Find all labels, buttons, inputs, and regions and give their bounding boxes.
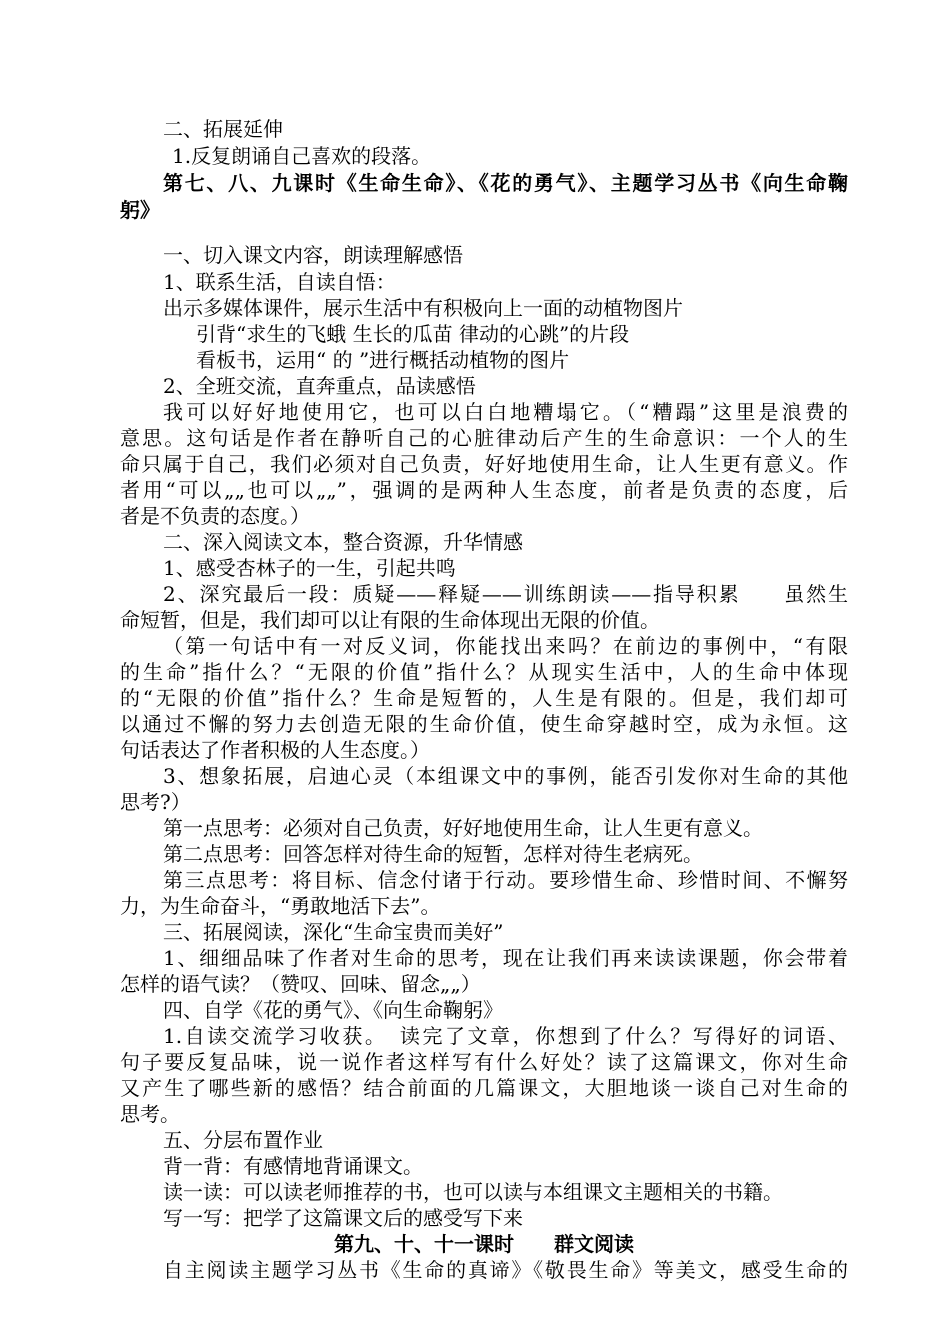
paragraph-line: 自主阅读主题学习丛书《生命的真谛》《敬畏生命》等美文，感受生命的 xyxy=(163,1258,848,1282)
paragraph-line: 者是不负责的态度。） xyxy=(120,504,310,528)
paragraph-line: 读一读：可以读老师推荐的书，也可以读与本组课文主题相关的书籍。 xyxy=(163,1180,783,1204)
paragraph-line: 命只属于自己，我们必须对自己负责，好好地使用生命，让人生更有意义。作 xyxy=(120,452,848,476)
paragraph-line: 第三点思考：将目标、信念付诸于行动。要珍惜生命、珍惜时间、不懈努 xyxy=(163,868,848,892)
paragraph-line: 看板书，运用“ 的 ”进行概括动植物的图片 xyxy=(196,348,570,372)
paragraph-line: 第二点思考：回答怎样对待生命的短暂，怎样对待生老病死。 xyxy=(163,842,703,866)
paragraph-line: 思考?） xyxy=(120,790,191,814)
paragraph-line: 2、深究最后一段：质疑——释疑——训练朗读——指导积累 虽然生 xyxy=(163,582,848,606)
lesson-title: 第九、十、十一课时 群文阅读 xyxy=(334,1232,634,1256)
section-heading: 三、拓展阅读，深化“生命宝贵而美好” xyxy=(163,920,504,944)
paragraph-line: 思考。 xyxy=(120,1102,180,1126)
paragraph-line: 1、联系生活，自读自悟： xyxy=(163,270,396,294)
paragraph-line: 怎样的语气读？（赞叹、回味、留念„„） xyxy=(120,972,481,996)
lesson-title: 第七、八、九课时《生命生命》、《花的勇气》、主题学习丛书《向生命鞠 xyxy=(163,171,848,195)
paragraph-line: 第一点思考：必须对自己负责，好好地使用生命，让人生更有意义。 xyxy=(163,816,763,840)
paragraph-line: （第一句话中有一对反义词，你能找出来吗？在前边的事例中，“有限 xyxy=(163,634,848,658)
paragraph-line: 引背“求生的飞蛾 生长的瓜苗 律动的心跳”的片段 xyxy=(196,322,630,346)
paragraph-line: 出示多媒体课件，展示生活中有积极向上一面的动植物图片 xyxy=(163,296,683,320)
paragraph-line: 又产生了哪些新的感悟？结合前面的几篇课文，大胆地谈一谈自己对生命的 xyxy=(120,1076,848,1100)
section-heading-extension: 二、拓展延伸 xyxy=(163,117,283,141)
section-heading: 四、自学《花的勇气》、《向生命鞠躬》 xyxy=(163,998,503,1022)
lesson-title-cont: 躬》 xyxy=(120,198,160,222)
paragraph-line: 背一背：有感情地背诵课文。 xyxy=(163,1154,423,1178)
paragraph-line: 我可以好好地使用它，也可以白白地糟塌它。（“糟蹋”这里是浪费的 xyxy=(163,400,848,424)
paragraph-line: 1、感受杏林子的一生，引起共鸣 xyxy=(163,556,456,580)
section-heading: 二、深入阅读文本，整合资源，升华情感 xyxy=(163,530,523,554)
paragraph-line: 者用“可以„„也可以„„”，强调的是两种人生态度，前者是负责的态度，后 xyxy=(120,478,848,502)
section-heading: 一、切入课文内容，朗读理解感悟 xyxy=(163,243,463,267)
paragraph-line: 力，为生命奋斗，“勇敢地活下去”。 xyxy=(120,894,441,918)
paragraph-line: 句话表达了作者积极的人生态度。） xyxy=(120,738,430,762)
paragraph-line: 以通过不懈的努力去创造无限的生命价值，使生命穿越时空，成为永恒。这 xyxy=(120,712,848,736)
paragraph-line: 1.反复朗诵自己喜欢的段落。 xyxy=(172,144,432,168)
paragraph-line: 写一写：把学了这篇课文后的感受写下来 xyxy=(163,1206,523,1230)
paragraph-line: 句子要反复品味，说一说作者这样写有什么好处？读了这篇课文，你对生命 xyxy=(120,1050,848,1074)
paragraph-line: 命短暂，但是，我们却可以让有限的生命体现出无限的价值。 xyxy=(120,608,660,632)
paragraph-line: 1、细细品味了作者对生命的思考，现在让我们再来读读课题，你会带着 xyxy=(163,946,848,970)
paragraph-line: 的生命”指什么？“无限的价值”指什么？从现实生活中，人的生命中体现 xyxy=(120,660,848,684)
paragraph-line: 意思。这句话是作者在静听自己的心脏律动后产生的生命意识：一个人的生 xyxy=(120,426,848,450)
paragraph-line: 1.自读交流学习收获。 读完了文章，你想到了什么？写得好的词语、 xyxy=(163,1024,848,1048)
paragraph-line: 的“无限的价值”指什么？生命是短暂的，人生是有限的。但是，我们却可 xyxy=(120,686,848,710)
paragraph-line: 3、想象拓展，启迪心灵（本组课文中的事例，能否引发你对生命的其他 xyxy=(163,764,848,788)
section-heading: 五、分层布置作业 xyxy=(163,1128,323,1152)
paragraph-line: 2、全班交流，直奔重点，品读感悟 xyxy=(163,374,476,398)
